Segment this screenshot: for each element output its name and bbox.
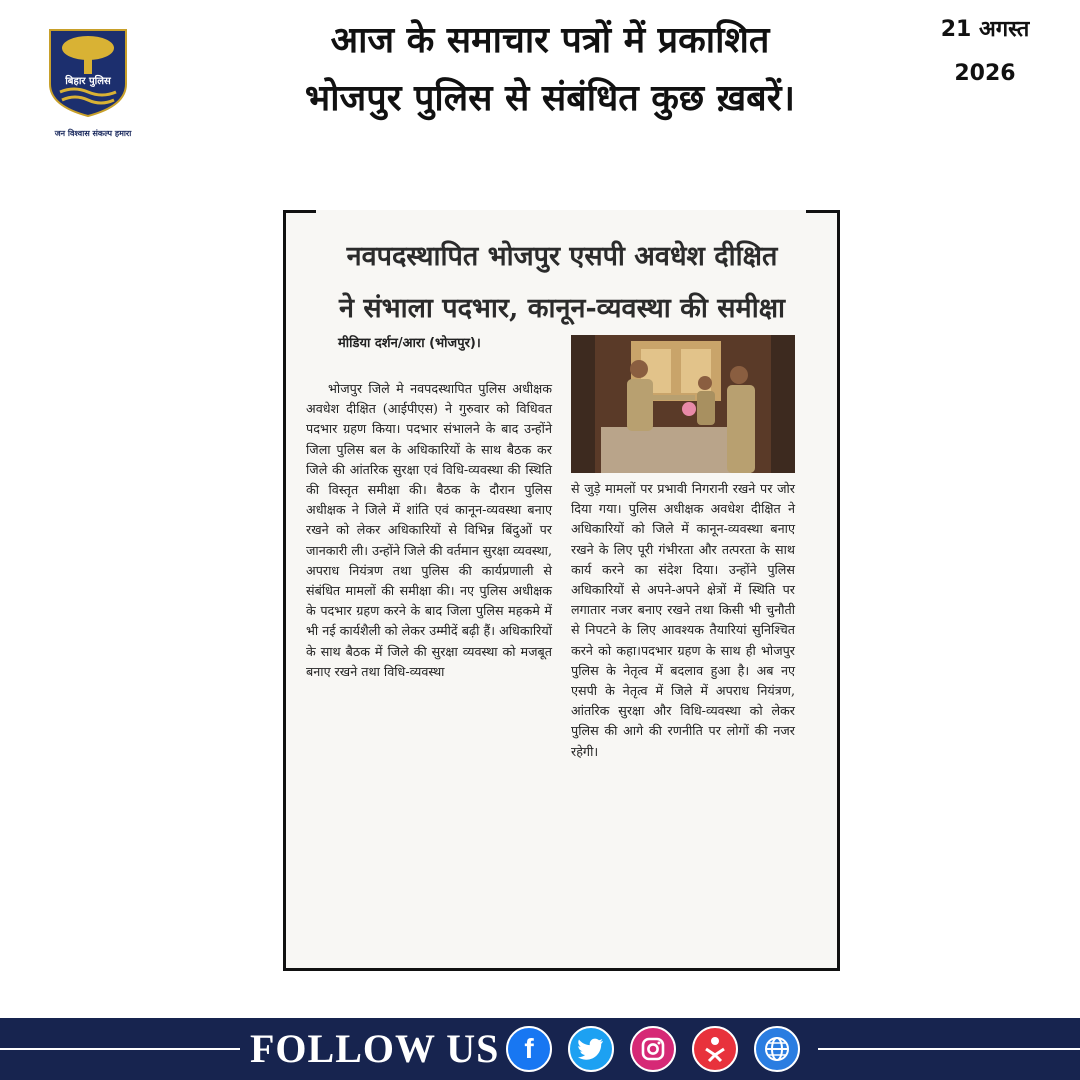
headline-line-2: भोजपुर पुलिस से संबंधित कुछ ख़बरें। (304, 78, 796, 119)
clip-frame-gap (316, 210, 806, 213)
koo-icon[interactable] (692, 1026, 738, 1072)
date-year: 2026 (954, 61, 1016, 86)
newspaper-clipping (283, 210, 840, 971)
headline-line-1: आज के समाचार पत्रों में प्रकाशित (330, 20, 770, 61)
article-title (294, 231, 830, 335)
twitter-icon[interactable] (568, 1026, 614, 1072)
logo-tagline: जन विश्वास संकल्प हमारा (54, 129, 132, 138)
footer-divider-right (818, 1048, 1080, 1050)
page-headline (200, 12, 900, 128)
article-body-left-column: भोजपुर जिले मे नवपदस्थापित पुलिस अधीक्षक अवधेश दीक्षित (आईपीएस) ने गुरुवार को विधिवत पदभार ग्रहण किया। पदभार संभालने के बाद उन्होंने जिला पुलिस बल के अधिकारियों के साथ बैठक कर जिले की आंतरिक सुरक्षा एवं विधि-व्यवस्था की स्थिति की विस्तृत समीक्षा की। बैठक के दौरान पुलिस अधीक्षक ने जिले में शांति एवं कानून-व्यवस्था बनाए रखने को लेकर अधिकारियों से विभिन्न बिंदुओं पर जानकारी ली। उन्होंने जिले की वर्तमान सुरक्षा व्यवस्था, अपराध नियंत्रण तथा पुलिस की कार्यप्रणाली से संबंधित मामलों की समीक्षा की। नए पुलिस अधीक्षक के पदभार ग्रहण करने के बाद जिला पुलिस महकमे में भी नई कार्यशैली को लेकर उम्मीदें बढ़ी हैं। अधिकारियों के साथ बैठक में जिले की सुरक्षा व्यवस्था को मजबूत बनाए रखने तथा विधि-व्यवस्था (306, 381, 552, 679)
date-day-month: 21 अगस्त (940, 17, 1030, 42)
article-body-right-column: से जुड़े मामलों पर प्रभावी निगरानी रखने पर जोर दिया गया। पुलिस अधीक्षक अवधेश दीक्षित ने अधिकारियों को जिले में कानून-व्यवस्था बनाए रखने के लिए पूरी गंभीरता और तत्परता के साथ कार्य करने का संदेश दिया। उन्होंने पुलिस अधिकारियों से अपने-अपने क्षेत्रों में स्थिति पर लगातार नजर बनाए रखने तथा किसी भी चुनौती से निपटने के लिए आवश्यक तैयारियां सुनिश्चित करने को कहा।पदभार ग्रहण के साथ ही भोजपुर पुलिस के नेतृत्व में बदलाव हुआ है। अब नए एसपी के नेतृत्व में जिले में अपराध नियंत्रण, आंतरिक सुरक्षा और विधि-व्यवस्था को लेकर पुलिस की आगे की रणनीति पर लोगों की नजर रहेगी। (571, 481, 795, 759)
article-dateline: मीडिया दर्शन/आरा (भोजपुर)। (338, 336, 481, 351)
article-title-line-1: नवपदस्थापित भोजपुर एसपी अवधेश दीक्षित (346, 241, 778, 272)
social-footer-bar (0, 1018, 1080, 1080)
article-title-line-2: ने संभाला पदभार, कानून-व्यवस्था की समीक्षा (338, 293, 786, 324)
police-emblem-icon (46, 26, 130, 118)
footer-divider-left (0, 1048, 240, 1050)
officers-photo-illustration (571, 335, 795, 473)
publish-date (930, 8, 1040, 96)
instagram-icon[interactable] (630, 1026, 676, 1072)
follow-us-label: FOLLOW US (250, 1026, 500, 1071)
article-photo (571, 335, 795, 473)
website-globe-icon[interactable] (754, 1026, 800, 1072)
bihar-police-logo (38, 22, 148, 142)
logo-text: बिहार पुलिस (65, 76, 111, 87)
facebook-icon[interactable]: f (506, 1026, 552, 1072)
